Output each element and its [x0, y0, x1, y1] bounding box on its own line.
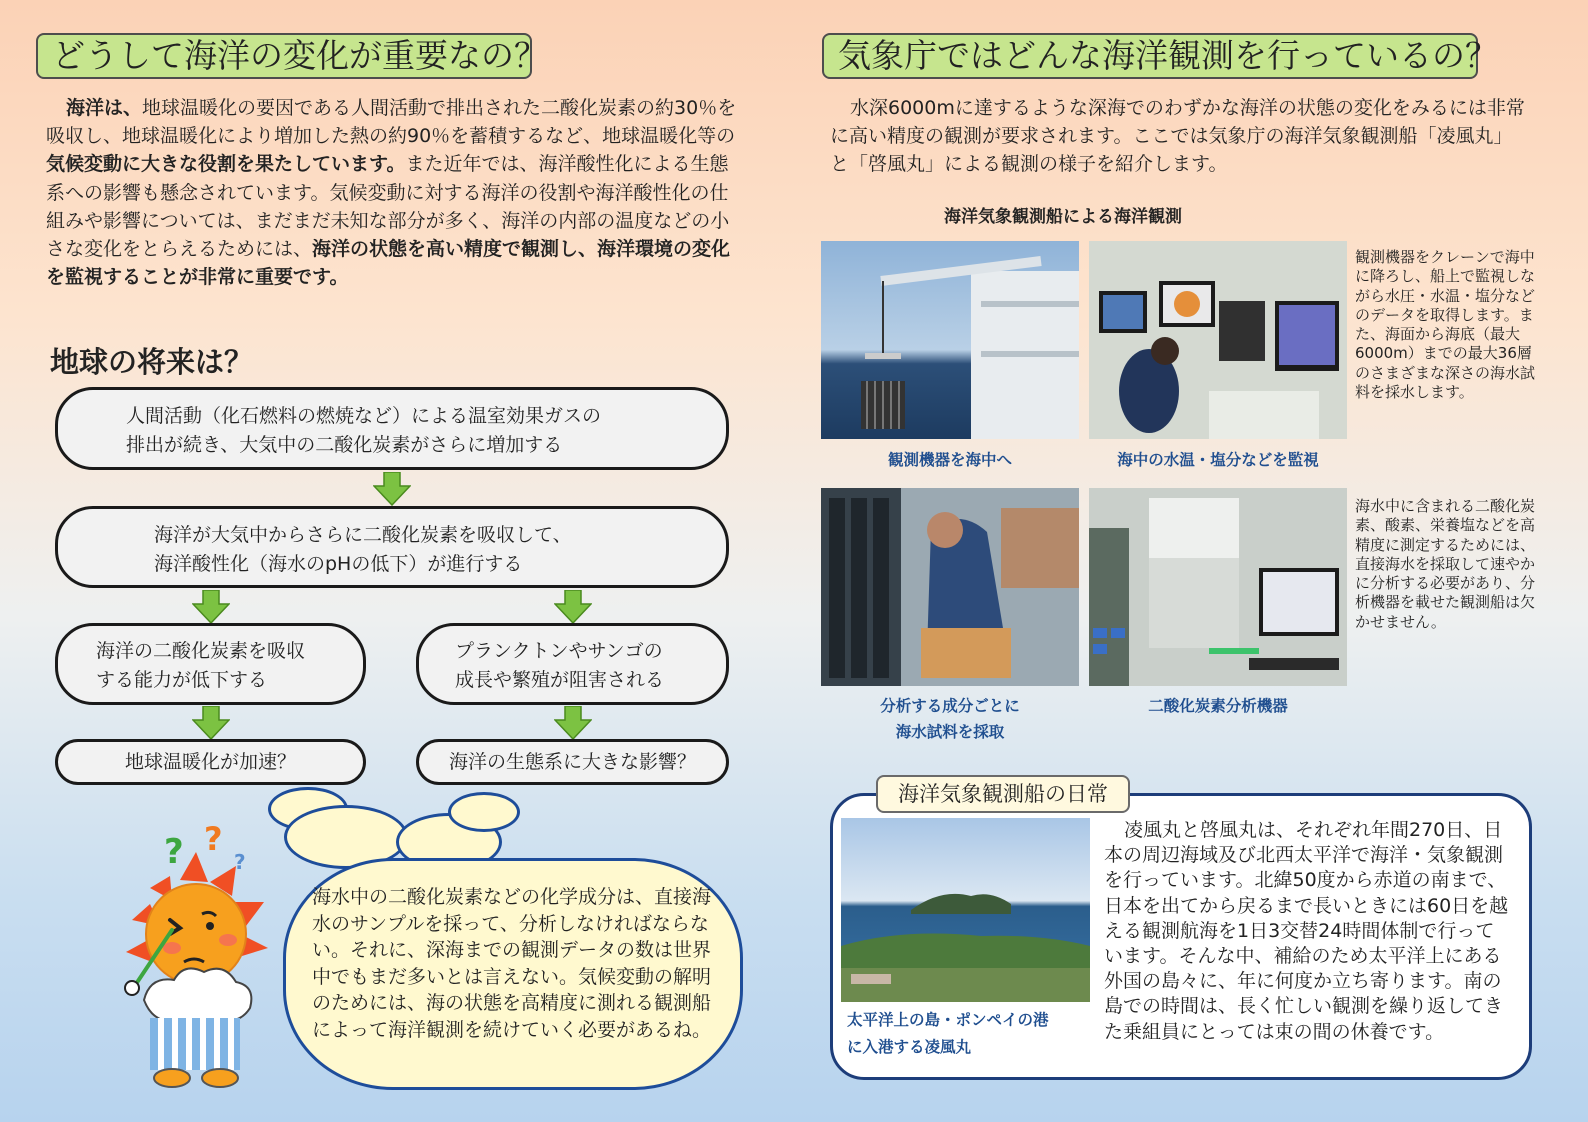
flow-box-ecosystem-impact: 海洋の生態系に大きな影響？	[416, 739, 729, 785]
caption-line: 分析する成分ごとに	[880, 697, 1020, 715]
photo-pohnpei-port	[841, 818, 1090, 1002]
question-mark-blue: ?	[234, 850, 246, 874]
mascot-sun-character	[110, 822, 286, 1092]
thought-cloud-puff	[448, 792, 520, 832]
photo-instrument-lowering	[821, 241, 1079, 439]
flow-box-line: する能力が低下する	[96, 669, 268, 691]
photo-water-sampling	[821, 488, 1079, 686]
down-arrow-icon	[192, 590, 230, 624]
down-arrow-icon	[554, 590, 592, 624]
daily-life-tab: 海洋気象観測船の日常	[876, 775, 1130, 813]
down-arrow-icon	[373, 472, 411, 506]
caption-sampling	[821, 693, 1079, 745]
caption-pohnpei	[847, 1007, 1049, 1061]
caption-instrument-lowering: 観測機器を海中へ	[887, 451, 1012, 469]
caption-line: に入港する凌風丸	[847, 1038, 972, 1056]
right-section-title: 気象庁ではどんな海洋観測を行っているの？	[822, 33, 1478, 79]
flow-box-absorption-decline	[55, 623, 366, 705]
question-mark-green: ?	[164, 832, 184, 872]
intro-segment: 海洋は、	[66, 97, 143, 119]
flow-box-line: 人間活動（化石燃料の燃焼など）による温室効果ガスの	[126, 405, 602, 427]
future-heading: 地球の将来は？	[50, 345, 254, 379]
left-intro-paragraph	[46, 94, 744, 291]
flow-box-line: プランクトンやサンゴの	[455, 640, 663, 662]
photo-co2-analyzer	[1089, 488, 1347, 686]
daily-life-text: 凌風丸と啓風丸は、それぞれ年間270日、日本の周辺海域及び北西太平洋で海洋・気象観測を行っています。北緯50度から赤道の南まで、日本を出てから戻るまで長いときには60日を越える観測航海を1日3交替24時間体制で行っています。そんな中、補給のため太平洋上にある外国の島々に、年に何度か立ち寄ります。南の島での時間は、長く忙しい観測を繰り返してきた乗組員にとっては束の間の休養です。	[1104, 819, 1509, 1043]
intro-segment: 海洋の状態を高い精度で観測し、海洋環境の変化を監視することが非常に重要です。	[46, 238, 731, 289]
flow-box-line: 海洋酸性化（海水のpHの低下）が進行する	[154, 553, 523, 575]
flow-box-line: 海洋の二酸化炭素を吸収	[96, 640, 306, 662]
question-mark-orange: ?	[204, 820, 223, 858]
flow-box-line: 海洋が大気中からさらに二酸化炭素を吸収して、	[154, 524, 572, 546]
photo-monitoring-room	[1089, 241, 1347, 439]
caption-monitoring: 海中の水温・塩分などを監視	[1117, 451, 1319, 469]
left-section-title: どうして海洋の変化が重要なの？	[36, 33, 532, 79]
intro-segment: 気候変動に大きな役割を果たしています。	[46, 153, 406, 176]
flow-box-plankton-coral	[416, 623, 729, 705]
down-arrow-icon	[192, 706, 230, 740]
intro-segment: また近年では、海洋酸性化による生態系への影響も懸念されています。気候変動に対する海洋の役割や海洋酸性化の仕組みや影響については、まだまだ未知な部分が多く、海洋の内部の温度などの小さな変化をとらえるためには、	[46, 153, 730, 261]
right-intro-paragraph: 水深6000mに達するような深海でのわずかな海洋の状態の変化をみるには非常に高い精度の観測が要求されます。ここでは気象庁の海洋気象観測船「凌風丸」と「啓風丸」による観測の様子を紹介します。	[830, 97, 1525, 176]
photos-heading: 海洋気象観測船による海洋観測	[944, 207, 1182, 227]
speech-bubble-text: 海水中の二酸化炭素などの化学成分は、直接海水のサンプルを採って、分析しなければならない。それに、深海までの観測データの数は世界中でもまだ多いとは言えない。気候変動の解明のためには、海の状態を高精度に測れる観測船によって海洋観測を続けていく必要があるね。	[312, 886, 712, 1041]
down-arrow-icon	[554, 706, 592, 740]
flow-box-ocean-acidification	[55, 506, 729, 588]
side-text-observation: 観測機器をクレーンで海中に降ろし、船上で監視しながら水圧・水温・塩分などのデータを取得します。また、海面から海底（最大6000m）までの最大36層のさまざまな深さの海水試料を採水します。	[1355, 248, 1536, 402]
caption-line: 海水試料を採取	[895, 723, 1005, 741]
intro-segment: 地球温暖化の要因である人間活動で排出された二酸化炭素の約30％を吸収し、地球温暖化により増加した熱の約90％を蓄積するなど、地球温暖化等の	[46, 97, 737, 148]
caption-line: 太平洋上の島・ポンペイの港	[847, 1011, 1049, 1029]
caption-co2-analyzer: 二酸化炭素分析機器	[1148, 697, 1288, 715]
flow-box-warming-accelerates: 地球温暖化が加速？	[55, 739, 366, 785]
flow-box-line: 排出が続き、大気中の二酸化炭素がさらに増加する	[126, 434, 563, 456]
flow-box-line: 成長や繁殖が阻害される	[455, 669, 665, 691]
side-text-analysis: 海水中に含まれる二酸化炭素、酸素、栄養塩などを高精度に測定するためには、直接海水を採取して速やかに分析する必要があり、分析機器を載せた観測船は欠かせません。	[1355, 497, 1536, 631]
flow-box-greenhouse-gas	[55, 387, 729, 470]
